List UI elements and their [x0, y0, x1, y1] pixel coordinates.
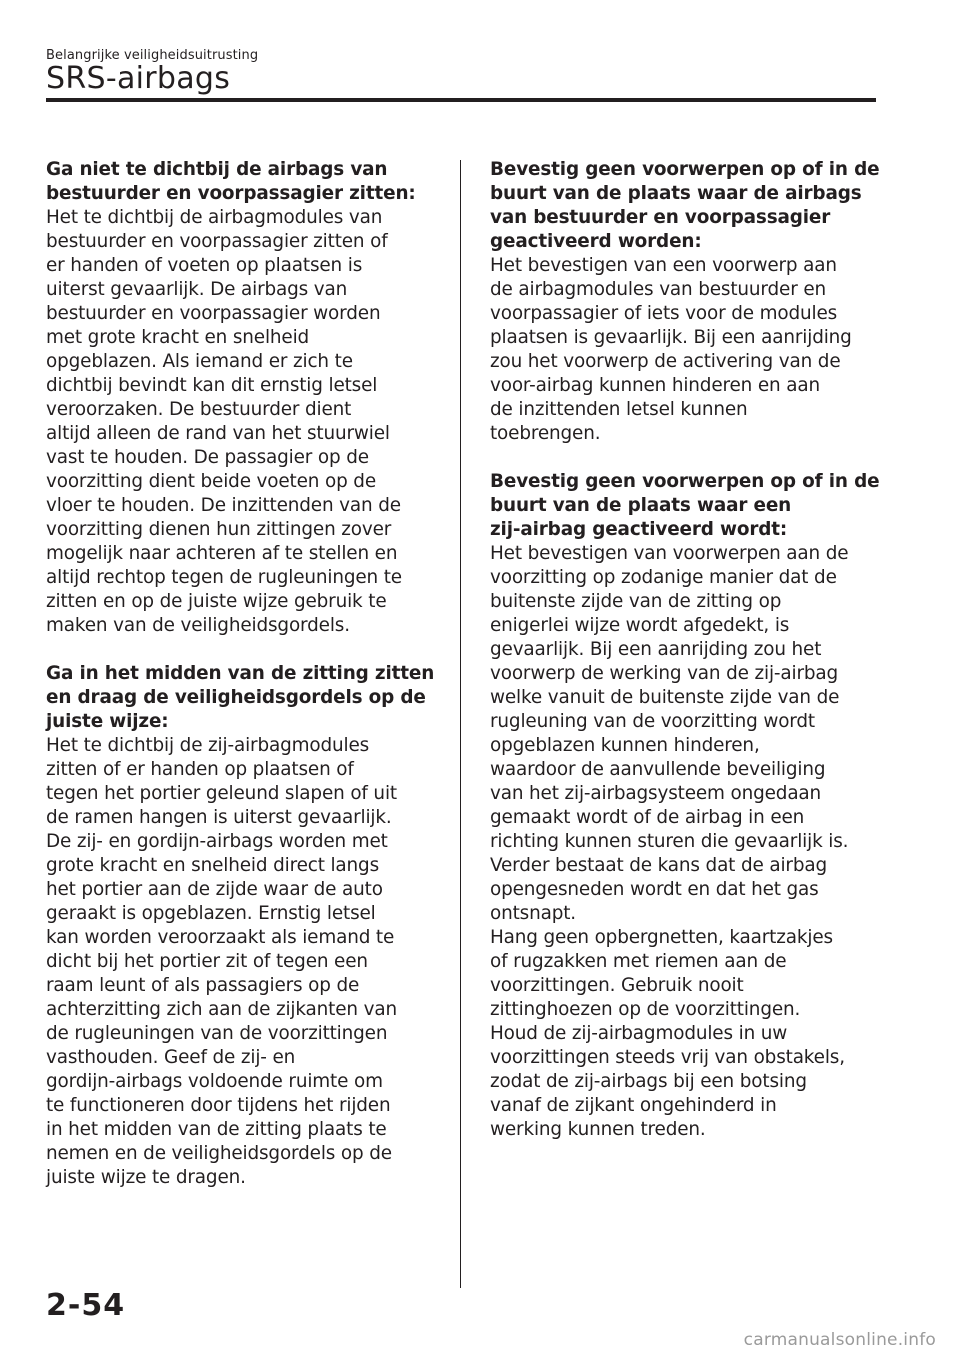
page-number: 2-54	[46, 1288, 126, 1323]
body-line: voorzittingen. Gebruik nooit	[490, 975, 744, 996]
body-line: vasthouden. Geef de zij- en	[46, 1047, 296, 1068]
warning-section	[46, 662, 438, 1190]
body-line: opengesneden wordt en dat het gas	[490, 879, 819, 900]
body-paragraph	[490, 254, 885, 446]
body-line: in het midden van de zitting plaats te	[46, 1119, 387, 1140]
warning-section	[490, 470, 885, 1142]
page-title: SRS-airbags	[46, 61, 231, 96]
body-line: altijd alleen de rand van het stuurwiel	[46, 423, 390, 444]
left-column	[46, 158, 438, 1214]
body-line: geraakt is opgeblazen. Ernstig letsel	[46, 903, 376, 924]
column-divider	[460, 160, 461, 1288]
heading-line: Bevestig geen voorwerpen op of in de	[490, 159, 880, 180]
body-line: uiterst gevaarlijk. De airbags van	[46, 279, 348, 300]
body-line: mogelijk naar achteren af te stellen en	[46, 543, 398, 564]
body-line: de airbagmodules van bestuurder en	[490, 279, 826, 300]
warning-section	[46, 158, 438, 638]
body-paragraph	[46, 206, 438, 638]
section-heading	[46, 662, 438, 734]
body-line: gevaarlijk. Bij een aanrijding zou het	[490, 639, 822, 660]
body-line: zittinghoezen op de voorzittingen.	[490, 999, 801, 1020]
body-line: ontsnapt.	[490, 903, 577, 924]
heading-line: Ga in het midden van de zitting zitten	[46, 663, 435, 684]
body-line: of rugzakken met riemen aan de	[490, 951, 787, 972]
body-line: voor-airbag kunnen hinderen en aan	[490, 375, 820, 396]
heading-line: geactiveerd worden:	[490, 231, 702, 252]
breadcrumb: Belangrijke veiligheidsuitrusting	[46, 48, 259, 63]
heading-line: Bevestig geen voorwerpen op of in de	[490, 471, 880, 492]
body-line: welke vanuit de buitenste zijde van de	[490, 687, 840, 708]
body-line: de ramen hangen is uiterst gevaarlijk.	[46, 807, 392, 828]
heading-line: Ga niet te dichtbij de airbags van	[46, 159, 388, 180]
body-line: zou het voorwerp de activering van de	[490, 351, 841, 372]
watermark: carmanualsonline.info	[743, 1330, 936, 1350]
section-heading	[490, 470, 885, 542]
body-line: gordijn-airbags voldoende ruimte om	[46, 1071, 383, 1092]
warning-section	[490, 158, 885, 446]
body-line: zitten of er handen op plaatsen of	[46, 759, 354, 780]
body-line: zitten en op de juiste wijze gebruik te	[46, 591, 387, 612]
body-line: grote kracht en snelheid direct langs	[46, 855, 379, 876]
body-line: veroorzaken. De bestuurder dient	[46, 399, 352, 420]
body-line: waardoor de aanvullende beveiliging	[490, 759, 826, 780]
body-line: de rugleuningen van de voorzittingen	[46, 1023, 388, 1044]
heading-line: en draag de veiligheidsgordels op de	[46, 687, 426, 708]
section-heading	[490, 158, 885, 254]
body-line: Hang geen opbergnetten, kaartzakjes	[490, 927, 833, 948]
body-line: opgeblazen. Als iemand er zich te	[46, 351, 353, 372]
body-line: zodat de zij-airbags bij een botsing	[490, 1071, 807, 1092]
body-line: vloer te houden. De inzittenden van de	[46, 495, 401, 516]
body-line: opgeblazen kunnen hinderen,	[490, 735, 760, 756]
body-line: buitenste zijde van de zitting op	[490, 591, 782, 612]
body-line: nemen en de veiligheidsgordels op de	[46, 1143, 392, 1164]
heading-line: buurt van de plaats waar een	[490, 495, 792, 516]
heading-line: zij-airbag geactiveerd wordt:	[490, 519, 788, 540]
body-paragraph	[490, 1022, 885, 1142]
body-line: vast te houden. De passagier op de	[46, 447, 369, 468]
body-line: altijd rechtop tegen de rugleuningen te	[46, 567, 402, 588]
body-line: vanaf de zijkant ongehinderd in	[490, 1095, 777, 1116]
body-line: achterzitting zich aan de zijkanten van	[46, 999, 397, 1020]
body-paragraph	[490, 542, 885, 926]
section-heading	[46, 158, 438, 206]
heading-line: juiste wijze:	[46, 711, 169, 732]
body-line: Houd de zij-airbagmodules in uw	[490, 1023, 788, 1044]
body-line: dicht bij het portier zit of tegen een	[46, 951, 368, 972]
heading-line: bestuurder en voorpassagier zitten:	[46, 183, 416, 204]
body-line: enigerlei wijze wordt afgedekt, is	[490, 615, 790, 636]
body-line: bestuurder en voorpassagier zitten of	[46, 231, 388, 252]
body-line: rugleuning van de voorzitting wordt	[490, 711, 815, 732]
header-rule	[46, 98, 876, 102]
body-line: voorzittingen steeds vrij van obstakels,	[490, 1047, 845, 1068]
body-line: Het te dichtbij de airbagmodules van	[46, 207, 383, 228]
body-line: er handen of voeten op plaatsen is	[46, 255, 363, 276]
body-line: het portier aan de zijde waar de auto	[46, 879, 383, 900]
body-line: bestuurder en voorpassagier worden	[46, 303, 381, 324]
body-line: plaatsen is gevaarlijk. Bij een aanrijding	[490, 327, 852, 348]
body-line: Het bevestigen van een voorwerp aan	[490, 255, 837, 276]
body-line: voorzitting dient beide voeten op de	[46, 471, 376, 492]
body-line: dichtbij bevindt kan dit ernstig letsel	[46, 375, 378, 396]
right-column	[490, 158, 885, 1166]
heading-line: van bestuurder en voorpassagier	[490, 207, 831, 228]
body-line: voorwerp de werking van de zij-airbag	[490, 663, 839, 684]
body-line: te functioneren door tijdens het rijden	[46, 1095, 391, 1116]
body-line: werking kunnen treden.	[490, 1119, 706, 1140]
body-line: met grote kracht en snelheid	[46, 327, 310, 348]
body-line: de inzittenden letsel kunnen	[490, 399, 748, 420]
body-line: tegen het portier geleund slapen of uit	[46, 783, 397, 804]
body-line: voorzitting dienen hun zittingen zover	[46, 519, 392, 540]
body-line: raam leunt of als passagiers op de	[46, 975, 360, 996]
body-paragraph	[46, 734, 438, 1190]
body-line: van het zij-airbagsysteem ongedaan	[490, 783, 822, 804]
body-line: toebrengen.	[490, 423, 601, 444]
body-line: Het bevestigen van voorwerpen aan de	[490, 543, 849, 564]
body-line: De zij- en gordijn-airbags worden met	[46, 831, 388, 852]
body-line: richting kunnen sturen die gevaarlijk is.	[490, 831, 849, 852]
body-line: Het te dichtbij de zij-airbagmodules	[46, 735, 370, 756]
body-line: maken van de veiligheidsgordels.	[46, 615, 350, 636]
heading-line: buurt van de plaats waar de airbags	[490, 183, 862, 204]
body-line: voorpassagier of iets voor de modules	[490, 303, 838, 324]
body-line: Verder bestaat de kans dat de airbag	[490, 855, 827, 876]
body-line: voorzitting op zodanige manier dat de	[490, 567, 837, 588]
body-line: juiste wijze te dragen.	[46, 1167, 246, 1188]
body-paragraph	[490, 926, 885, 1022]
body-line: gemaakt wordt of de airbag in een	[490, 807, 805, 828]
body-line: kan worden veroorzaakt als iemand te	[46, 927, 395, 948]
